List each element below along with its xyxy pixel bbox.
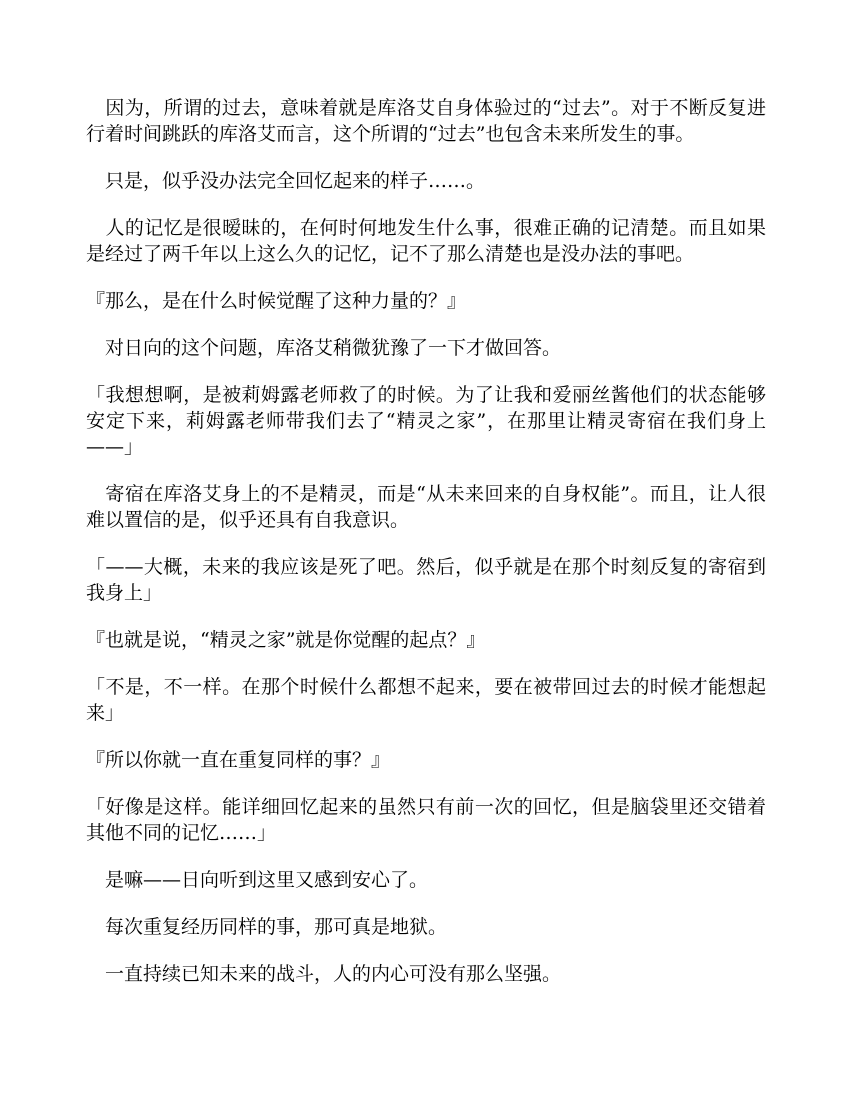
- paragraph-4: 『那么，是在什么时候觉醒了这种力量的？』: [86, 290, 467, 312]
- paragraph-6: 「我想想啊，是被莉姆露老师救了的时候。为了让我和爱丽丝酱他们的状态能够安定下来，莉姆露老师带我们去了“精灵之家”，在那里让精灵寄宿在我们身上——」: [86, 384, 766, 458]
- paragraph-3: 人的记忆是很暧昧的，在何时何地发生什么事，很难正确的记清楚。而且如果是经过了两千年以上这么久的记忆，记不了那么清楚也是没办法的事吧。: [86, 217, 766, 265]
- paragraph-2: 只是，似乎没办法完全回忆起来的样子……。: [86, 170, 486, 192]
- document-page: [86, 95, 766, 1008]
- paragraph-7: 寄宿在库洛艾身上的不是精灵，而是“从未来回来的自身权能”。而且，让人很难以置信的是，似乎还具有自我意识。: [86, 483, 766, 531]
- paragraph-12: 「好像是这样。能详细回忆起来的虽然只有前一次的回忆，但是脑袋里还交错着其他不同的记忆……」: [86, 796, 766, 844]
- paragraph-11: 『所以你就一直在重复同样的事？』: [86, 749, 391, 771]
- paragraph-1: 因为，所谓的过去，意味着就是库洛艾自身体验过的“过去”。对于不断反复进行着时间跳跃的库洛艾而言，这个所谓的“过去”也包含未来所发生的事。: [86, 97, 766, 145]
- paragraph-5: 对日向的这个问题，库洛艾稍微犹豫了一下才做回答。: [86, 337, 562, 359]
- paragraph-10: 「不是，不一样。在那个时候什么都想不起来，要在被带回过去的时候才能想起来」: [86, 676, 766, 724]
- paragraph-9: 『也就是说，“精灵之家”就是你觉醒的起点？』: [86, 629, 486, 651]
- paragraph-8: 「——大概，未来的我应该是死了吧。然后，似乎就是在那个时刻反复的寄宿到我身上」: [86, 556, 766, 604]
- paragraph-14: 每次重复经历同样的事，那可真是地狱。: [86, 916, 448, 938]
- paragraph-13: 是嘛——日向听到这里又感到安心了。: [86, 869, 429, 891]
- paragraph-15: 一直持续已知未来的战斗，人的内心可没有那么坚强。: [86, 963, 562, 985]
